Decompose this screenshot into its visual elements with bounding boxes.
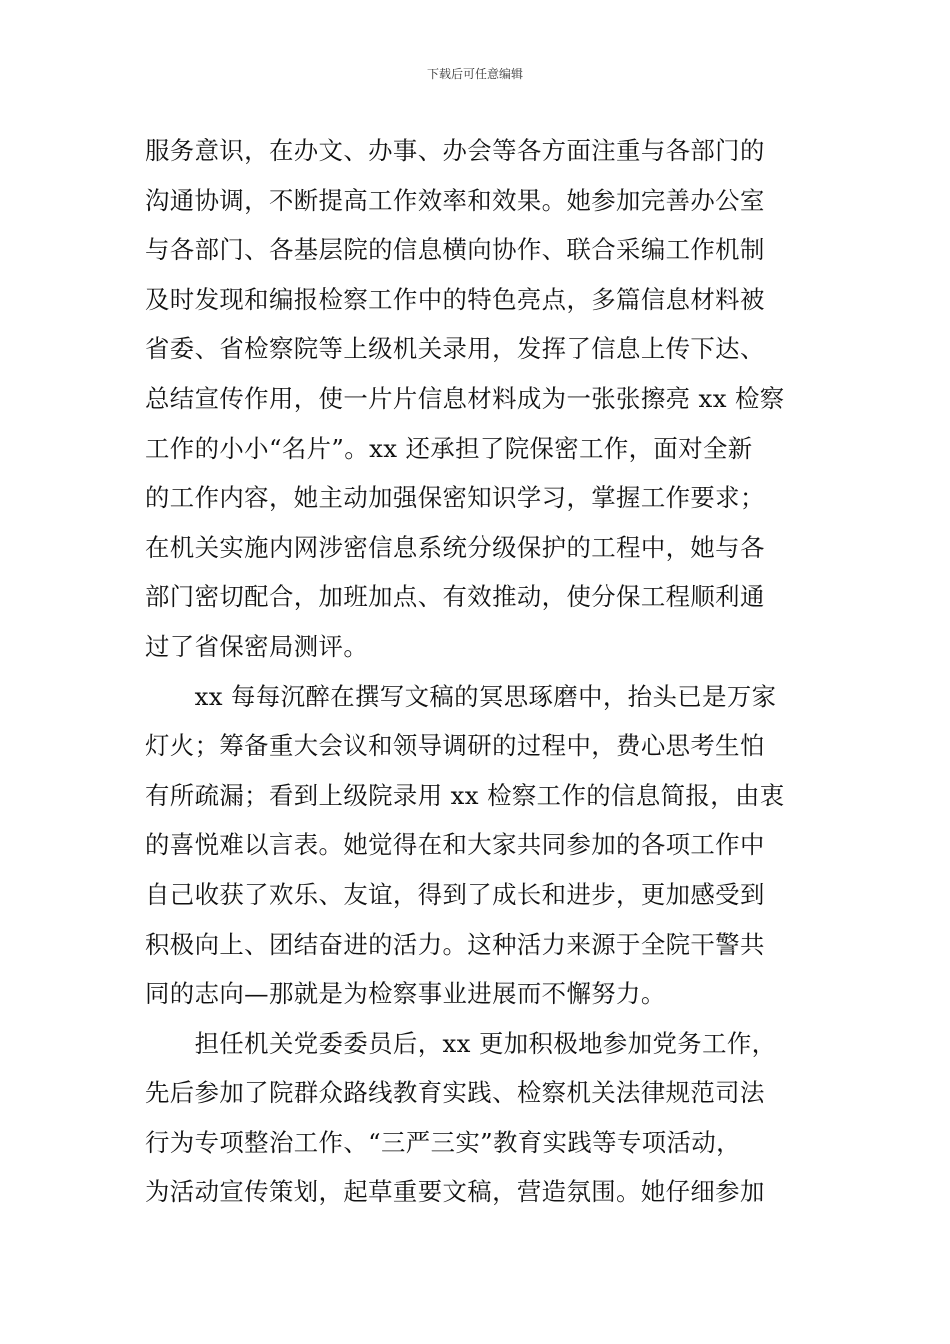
text-line: 工作的小小“名片”。xx 还承担了院保密工作，面对全新 <box>145 433 753 463</box>
text-line: 与各部门、各基层院的信息横向协作、联合采编工作机制 <box>145 235 765 265</box>
text-line: 自己收获了欢乐、友谊，得到了成长和进步，更加感受到 <box>145 879 765 909</box>
text-line: 行为专项整治工作、“三严三实”教育实践等专项活动， <box>145 1127 741 1157</box>
text-line: 省委、省检察院等上级机关录用，发挥了信息上传下达、 <box>145 334 765 364</box>
text-line: 的工作内容，她主动加强保密知识学习，掌握工作要求； <box>145 483 765 513</box>
paragraph-1 <box>145 126 809 672</box>
text-line: 担任机关党委委员后，xx 更加积极地参加党务工作， <box>145 1028 777 1058</box>
text-line: 总结宣传作用，使一片片信息材料成为一张张擦亮 xx 检察 <box>145 383 785 413</box>
paragraph-2 <box>145 672 809 1019</box>
document-body <box>145 126 809 1217</box>
text-line: 有所疏漏；看到上级院录用 xx 检察工作的信息简报，由衷 <box>145 780 785 810</box>
text-line: xx 每每沉醉在撰写文稿的冥思琢磨中，抬头已是万家 <box>145 681 777 711</box>
text-line: 部门密切配合，加班加点、有效推动，使分保工程顺利通 <box>145 582 765 612</box>
text-line: 在机关实施内网涉密信息系统分级保护的工程中，她与各 <box>145 532 765 562</box>
text-line: 服务意识，在办文、办事、办会等各方面注重与各部门的 <box>145 136 765 165</box>
text-line: 灯火；筹备重大会议和领导调研的过程中，费心思考生怕 <box>145 731 765 761</box>
text-line: 积极向上、团结奋进的活力。这种活力来源于全院干警共 <box>145 929 765 959</box>
text-line: 先后参加了院群众路线教育实践、检察机关法律规范司法 <box>145 1078 765 1108</box>
text-line: 及时发现和编报检察工作中的特色亮点，多篇信息材料被 <box>145 284 765 314</box>
paragraph-3 <box>145 1019 809 1217</box>
page-header: 下载后可任意编辑 <box>426 67 523 81</box>
text-line: 沟通协调，不断提高工作效率和效果。她参加完善办公室 <box>145 185 765 215</box>
text-line: 过了省保密局测评。 <box>145 631 369 661</box>
text-line: 的喜悦难以言表。她觉得在和大家共同参加的各项工作中 <box>145 830 765 860</box>
text-line: 同的志向—那就是为检察事业进展而不懈努力。 <box>145 979 666 1009</box>
text-line: 为活动宣传策划，起草重要文稿，营造氛围。她仔细参加 <box>145 1177 765 1207</box>
